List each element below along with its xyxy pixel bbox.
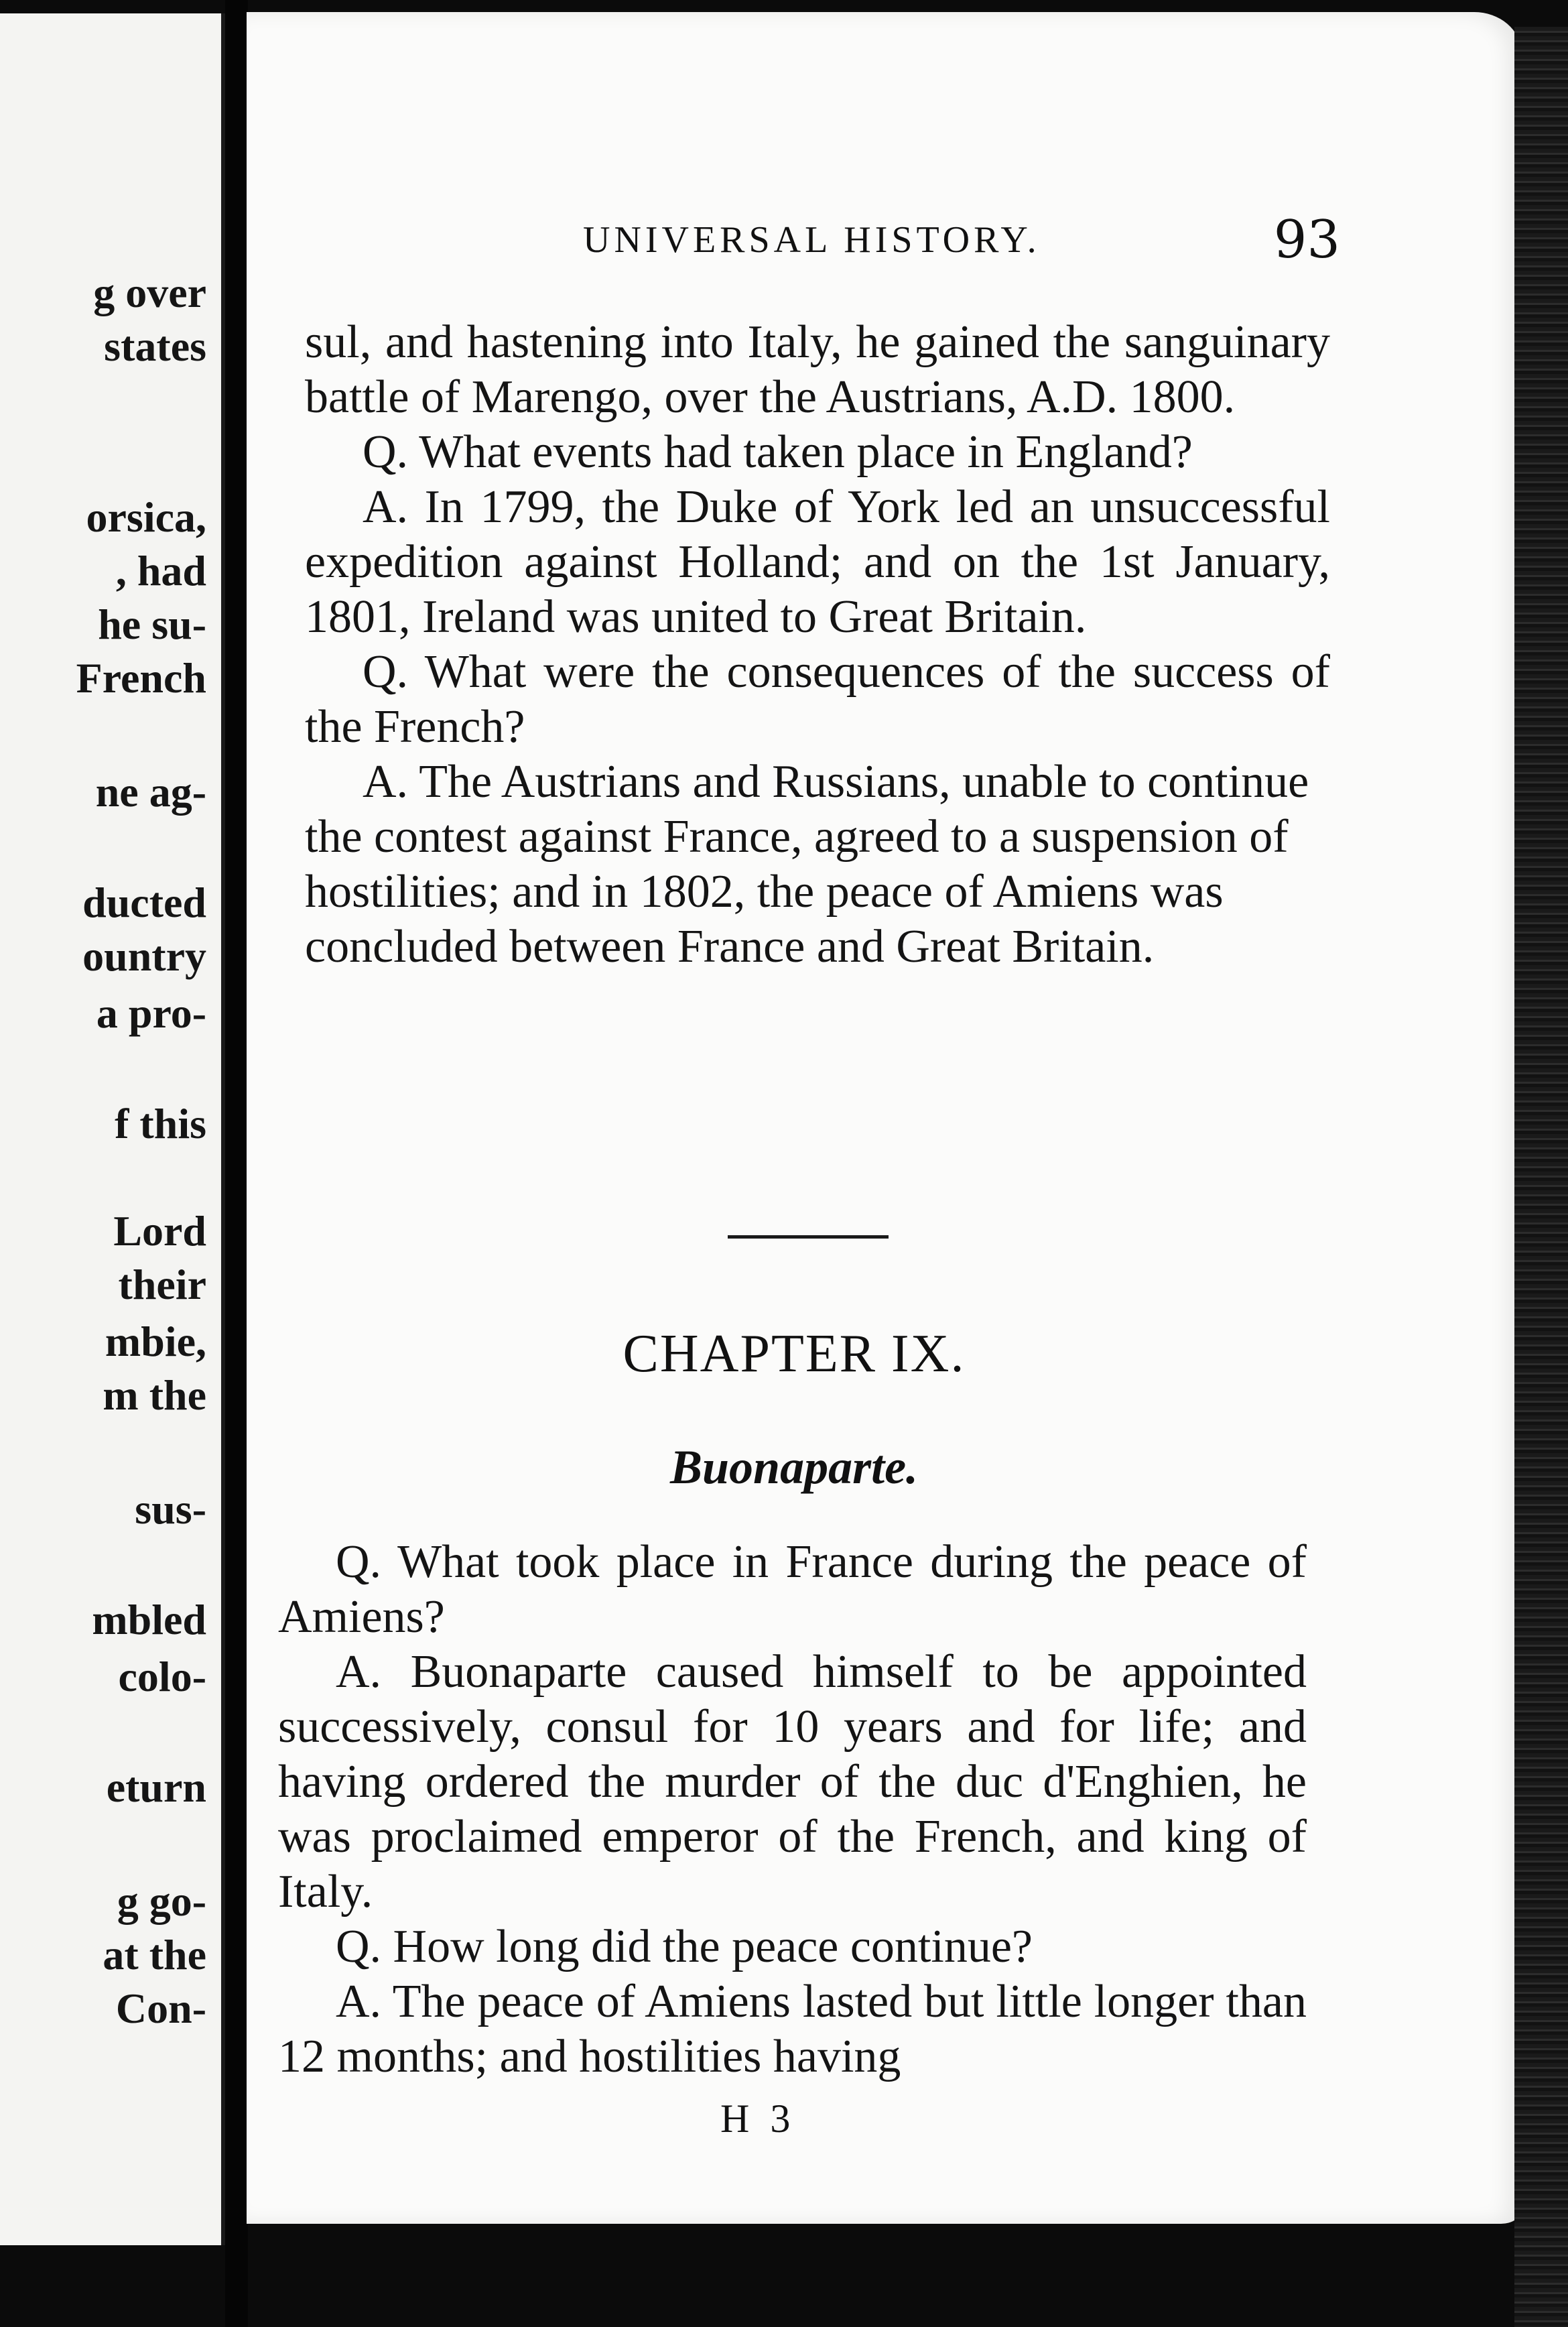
facing-line: eturn — [106, 1763, 206, 1811]
facing-line: Lord — [113, 1207, 206, 1255]
question: Q. What events had taken place in England? — [363, 426, 1193, 478]
signature-mark: H 3 — [720, 2096, 796, 2141]
facing-line: ne ag- — [95, 768, 206, 816]
facing-line: Con- — [115, 1985, 206, 2032]
facing-line: g go- — [117, 1877, 206, 1925]
facing-line: g over — [93, 269, 206, 316]
chapter-subtitle: Buonaparte. — [669, 1440, 919, 1494]
running-header — [583, 210, 1340, 270]
paragraph: sul, and hastening into Italy, he gained the sanguinary battle of Marengo, over the Austrians, A.D. 1800. — [305, 316, 1330, 423]
facing-line: French — [76, 654, 206, 702]
facing-line: ountry — [82, 932, 206, 980]
facing-line: , had — [115, 547, 206, 594]
facing-line: sus- — [135, 1485, 206, 1533]
facing-line: their — [118, 1261, 206, 1308]
facing-line: colo- — [118, 1653, 206, 1700]
body-text-bottom — [278, 1535, 1307, 2084]
facing-line: orsica, — [86, 493, 206, 541]
chapter-title: CHAPTER IX. — [623, 1324, 966, 1383]
facing-line: states — [104, 322, 206, 370]
answer: A. Buonaparte caused himself to be appointed successively, consul for 10 years and for life; and having ordered the murder of the duc d'Enghien, he was proclaimed emperor of the French, and king of Italy. — [278, 1646, 1307, 1917]
facing-line: ducted — [82, 879, 206, 926]
question: Q. What took place in France during the peace of Amiens? — [278, 1536, 1307, 1643]
facing-line: m the — [103, 1371, 206, 1419]
question: Q. What were the consequences of the success of the French? — [305, 646, 1330, 753]
answer: A. The peace of Amiens lasted but little longer than 12 months; and hostilities having — [278, 1976, 1307, 2082]
facing-line: a pro- — [96, 989, 206, 1037]
facing-line: mbie, — [105, 1318, 206, 1365]
facing-line: f this — [115, 1100, 206, 1147]
answer: A. The Austrians and Russians, unable to continue the contest against France, agreed to a suspension of hostilities; and in 1802, the peace of Amiens was concluded between France and Great Britain. — [305, 756, 1309, 972]
section-rule — [728, 1235, 889, 1239]
facing-line: at the — [103, 1931, 206, 1978]
running-title: UNIVERSAL HISTORY. — [583, 219, 1041, 261]
facing-line: mbled — [92, 1596, 206, 1643]
answer: A. In 1799, the Duke of York led an unsuccessful expedition against Holland; and on the 1st January, 1801, Ireland was united to Great Britain. — [305, 481, 1330, 643]
facing-line: he su- — [98, 601, 206, 648]
body-text-top — [305, 315, 1330, 974]
book-binding — [1514, 27, 1568, 2327]
book-gutter — [225, 0, 248, 2327]
question: Q. How long did the peace continue? — [336, 1921, 1033, 1972]
facing-page-fragment — [0, 13, 225, 2245]
page-number: 93 — [1273, 210, 1340, 270]
